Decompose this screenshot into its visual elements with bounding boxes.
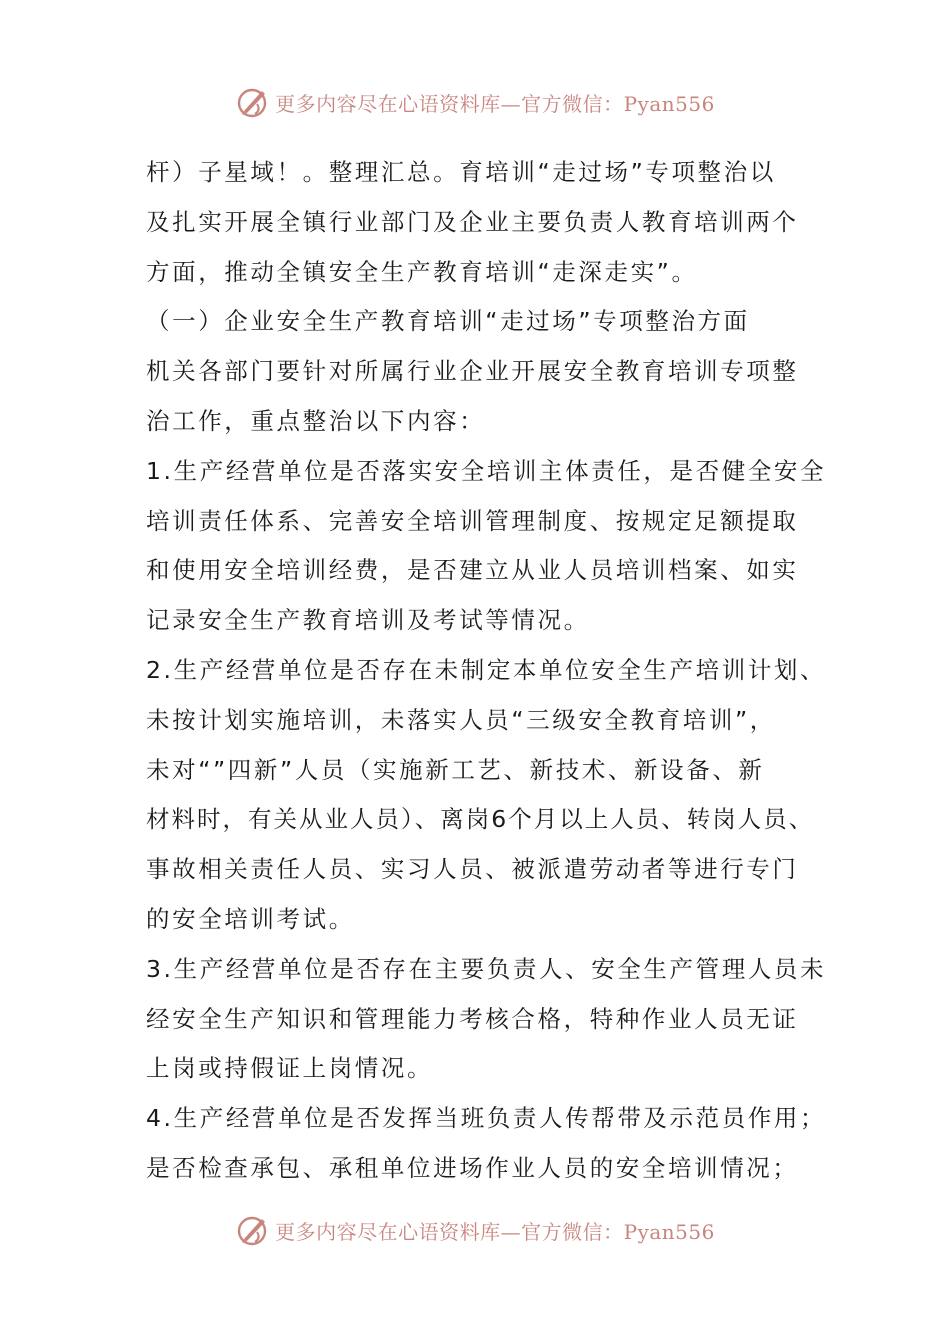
body-line: 治工作，重点整治以下内容： (146, 406, 486, 435)
body-line: 未按计划实施培训，未落实人员“三级安全教育培训”， (146, 705, 776, 734)
list-item-3: 3.生产经营单位是否存在主要负责人、安全生产管理人员未 (146, 954, 827, 983)
body-line: 及扎实开展全镇行业部门及企业主要负责人教育培训两个 (146, 207, 799, 236)
pen-logo-icon (235, 1212, 271, 1248)
header-watermark-banner (0, 82, 950, 122)
body-line: 方面，推动全镇安全生产教育培训“走深走实”。 (146, 257, 698, 286)
body-line: 记录安全生产教育培训及考试等情况。 (146, 606, 590, 635)
pen-logo-icon (235, 84, 271, 120)
body-line: 是否检查承包、承租单位进场作业人员的安全培训情况； (146, 1153, 799, 1182)
header-banner-text: 更多内容尽在心语资料库—官方微信：Pyan556 (275, 91, 715, 116)
document-body (146, 148, 846, 1194)
section-heading: （一）企业安全生产教育培训“走过场”专项整治方面 (146, 307, 750, 336)
list-item-2: 2.生产经营单位是否存在未制定本单位安全生产培训计划、 (146, 655, 827, 684)
body-line: 杆）子星域！。整理汇总。育培训“走过场”专项整治以 (146, 158, 776, 186)
body-line: 和使用安全培训经费，是否建立从业人员培训档案、如实 (146, 556, 799, 585)
body-line: 培训责任体系、完善安全培训管理制度、按规定足额提取 (146, 506, 799, 535)
body-line: 机关各部门要针对所属行业企业开展安全教育培训专项整 (146, 357, 799, 386)
footer-banner-text: 更多内容尽在心语资料库—官方微信：Pyan556 (275, 1219, 715, 1244)
body-line: 上岗或持假证上岗情况。 (146, 1054, 434, 1083)
list-item-1: 1.生产经营单位是否落实安全培训主体责任，是否健全安全 (146, 456, 827, 485)
body-line: 的安全培训考试。 (146, 904, 355, 933)
body-line: 事故相关责任人员、实习人员、被派遣劳动者等进行专门 (146, 855, 799, 884)
footer-watermark-banner (0, 1210, 950, 1250)
body-line: 材料时，有关从业人员）、离岗6个月以上人员、转岗人员、 (146, 805, 815, 834)
list-item-4: 4.生产经营单位是否发挥当班负责人传帮带及示范员作用； (146, 1104, 827, 1133)
body-line: 未对“”四新”人员（实施新工艺、新技术、新设备、新 (146, 755, 765, 784)
body-line: 经安全生产知识和管理能力考核合格，特种作业人员无证 (146, 1004, 799, 1033)
